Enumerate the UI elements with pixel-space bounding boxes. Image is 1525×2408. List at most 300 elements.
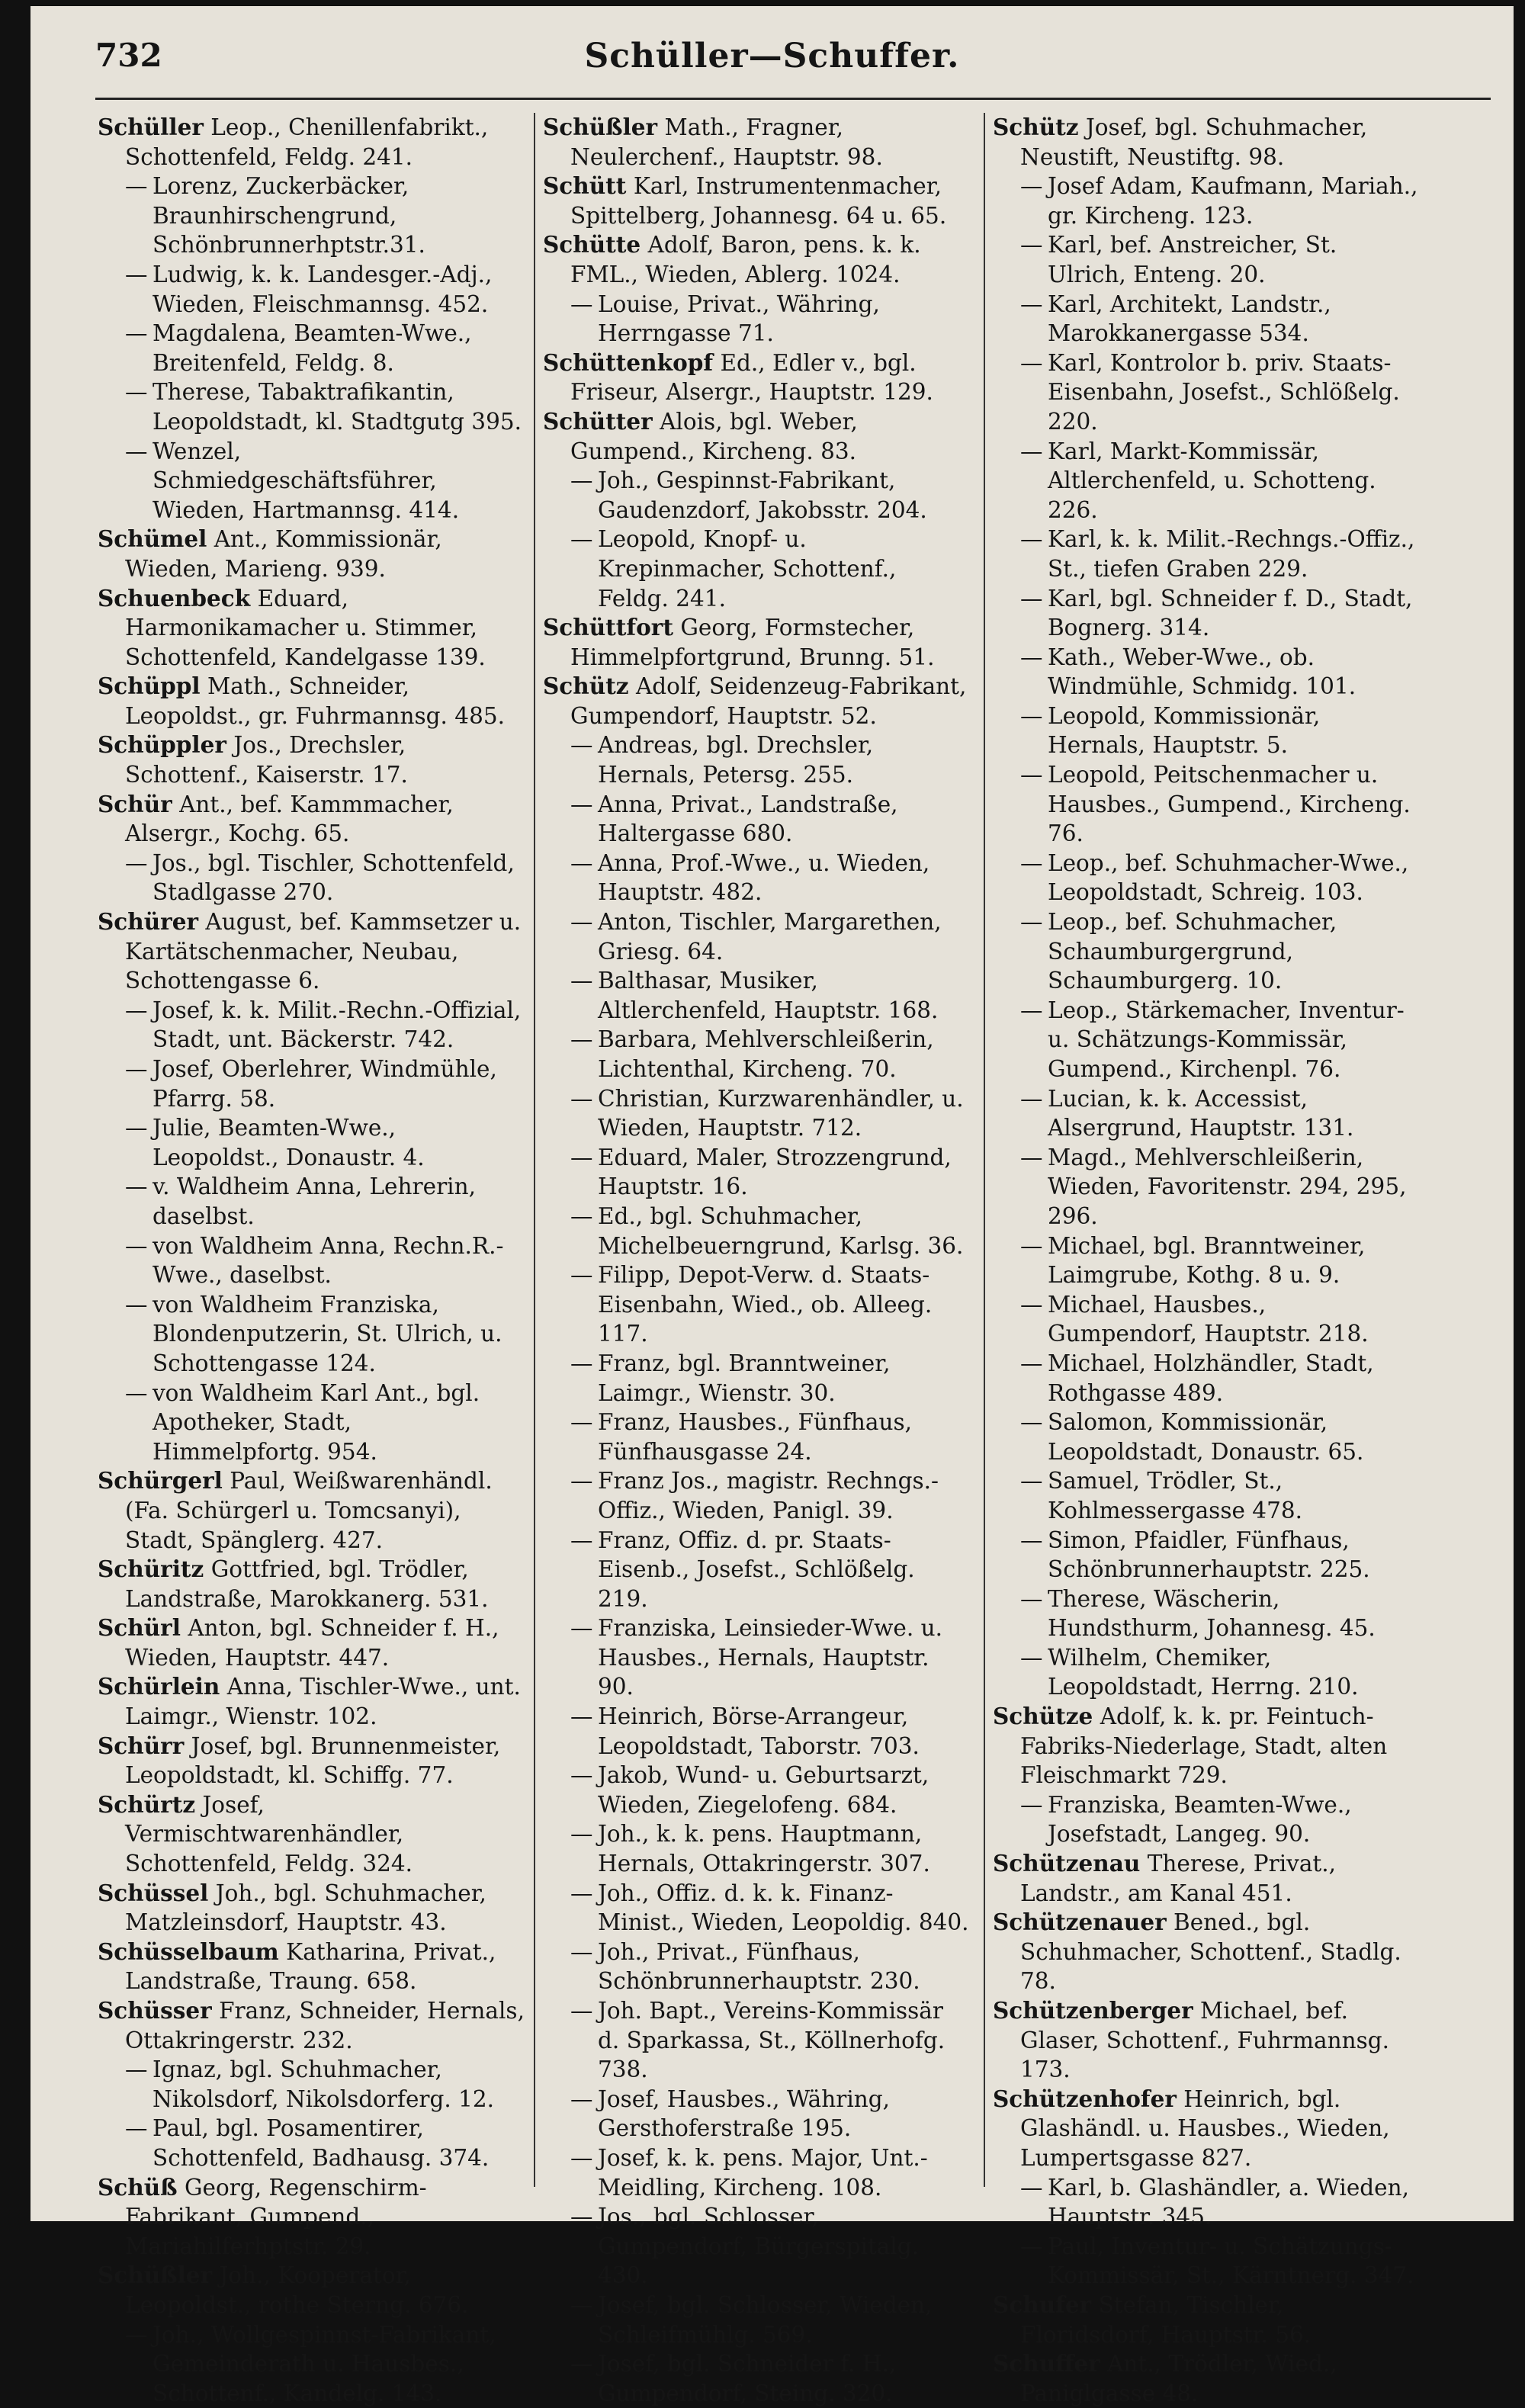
entry-surname: Schüsselbaum	[98, 1938, 279, 1965]
entry-details: Joh., Gespinnst-Fabrikant, Gaudenzdorf, Jakobsstr. 204.	[598, 467, 927, 523]
ditto-dash: —	[570, 1026, 593, 1053]
entry-details: Karl, bgl. Schneider f. D., Stadt, Bognerg. 314.	[1048, 585, 1413, 641]
directory-entry	[98, 437, 525, 525]
entry-details: Ant., Trödler, Wied., Paniglgasse 48.	[1020, 2351, 1337, 2406]
directory-entry	[98, 1113, 525, 1172]
directory-entry	[543, 2291, 970, 2349]
entry-details: Paul, Weißwarenhändl. (Fa. Schürgerl u. Tomcsanyi), Stadt, Spänglerg. 427.	[125, 1468, 493, 1553]
ditto-dash: —	[1020, 438, 1043, 464]
directory-entry	[993, 1996, 1420, 2085]
entry-details: Therese, Privat., Landstr., am Kanal 451.	[1020, 1851, 1337, 1906]
ditto-dash: —	[125, 1173, 148, 1200]
entry-surname: Schüssel	[98, 1879, 209, 1906]
directory-entry	[993, 525, 1420, 583]
entry-surname: Schütte	[543, 231, 641, 258]
ditto-dash: —	[570, 1085, 593, 1112]
directory-entry	[98, 790, 525, 849]
entry-details: Karl, Instrumentenmacher, Spittelberg, Johannesg. 64 u. 65.	[570, 173, 947, 229]
ditto-dash: —	[570, 1409, 593, 1436]
entry-details: Therese, Tabaktrafikantin, Leopoldstadt, kl. Stadtgutg 395.	[152, 379, 522, 435]
entry-surname: Schürer	[98, 908, 199, 936]
entry-details: Josef, bgl. Schuhmacher, Neustift, Neustiftg. 98.	[1020, 114, 1368, 170]
directory-entry	[993, 2085, 1420, 2173]
ditto-dash: —	[1020, 762, 1043, 788]
ditto-dash: —	[1020, 1791, 1043, 1818]
directory-entry	[543, 790, 970, 849]
entry-surname: Schuffer	[993, 2350, 1100, 2377]
directory-entry	[993, 2232, 1420, 2291]
column-2	[543, 113, 970, 2408]
directory-entry	[543, 1260, 970, 1349]
entry-surname: Schürtz	[98, 1790, 196, 1818]
entry-details: von Waldheim Franziska, Blondenputzerin, St. Ulrich, u. Schottengasse 124.	[152, 1291, 502, 1376]
directory-entry	[543, 2349, 970, 2408]
column-separator	[984, 113, 985, 2187]
ditto-dash: —	[125, 173, 148, 200]
entry-details: Adolf, Seidenzeug-Fabrikant, Gumpendorf, Hauptstr. 52.	[570, 673, 967, 729]
entry-details: Balthasar, Musiker, Altlerchenfeld, Hauptstr. 168.	[598, 968, 939, 1023]
entry-details: Jos., Drechsler, Schottenf., Kaiserstr. 17.	[125, 732, 408, 788]
ditto-dash: —	[570, 732, 593, 759]
ditto-dash: —	[1020, 1527, 1043, 1553]
directory-entry	[993, 1908, 1420, 1996]
directory-entry	[98, 2261, 525, 2320]
directory-entry	[993, 1526, 1420, 1584]
ditto-dash: —	[125, 997, 148, 1023]
entry-details: Ant., Kommissionär, Wieden, Marieng. 939.	[125, 526, 442, 582]
ditto-dash: —	[1020, 173, 1043, 200]
directory-entry	[993, 1849, 1420, 1908]
entry-details: Franz, Offiz. d. pr. Staats-Eisenb., Josefst., Schlößelg. 219.	[598, 1527, 915, 1612]
entry-surname: Schüller	[98, 114, 204, 140]
ditto-dash: —	[125, 1056, 148, 1082]
directory-entry	[98, 113, 525, 172]
entry-details: Ignaz, bgl. Schuhmacher, Nikolsdorf, Nikolsdorferg. 12.	[152, 2056, 495, 2112]
entry-details: Eduard, Maler, Strozzengrund, Hauptstr. 16.	[598, 1144, 952, 1200]
page-number: 732	[95, 37, 162, 74]
directory-entry	[993, 2291, 1420, 2349]
directory-entry	[98, 2114, 525, 2172]
directory-entry	[543, 730, 970, 789]
directory-entry	[993, 702, 1420, 760]
directory-entry	[98, 996, 525, 1055]
entry-details: Karl, bef. Anstreicher, St. Ulrich, Enteng. 20.	[1048, 232, 1337, 287]
entry-details: Ant., bef. Kammmacher, Alsergr., Kochg. 65.	[125, 791, 454, 847]
directory-entry	[98, 730, 525, 789]
directory-entry	[543, 1761, 970, 1819]
directory-entry	[98, 907, 525, 996]
directory-entry	[543, 2143, 970, 2202]
entry-surname: Schützenau	[993, 1850, 1141, 1877]
directory-entry	[98, 849, 525, 907]
directory-entry	[993, 584, 1420, 643]
directory-entry	[98, 2055, 525, 2114]
ditto-dash: —	[125, 1291, 148, 1318]
ditto-dash: —	[570, 1468, 593, 1495]
directory-entry	[993, 1290, 1420, 1349]
entry-details: Joh., k. k. pens. Hauptmann, Hernals, Ottakringerstr. 307.	[598, 1821, 930, 1877]
entry-details: Kath., Weber-Wwe., ob. Windmühle, Schmidg. 101.	[1048, 644, 1356, 700]
directory-entry	[98, 1790, 525, 1879]
directory-entry	[98, 1231, 525, 1290]
ditto-dash: —	[1020, 585, 1043, 612]
directory-entry	[993, 2349, 1420, 2408]
entry-details: Leop., Chenillenfabrikt., Schottenfeld, Feldg. 241.	[125, 114, 489, 170]
directory-entry	[543, 466, 970, 525]
entry-surname: Schüppl	[98, 673, 201, 700]
directory-entry	[993, 996, 1420, 1084]
ditto-dash: —	[125, 1115, 148, 1141]
entry-details: Filipp, Depot-Verw. d. Staats-Eisenbahn, Wied., ob. Alleeg. 117.	[598, 1262, 933, 1347]
entry-details: Georg, Formstecher, Himmelpfortgrund, Brunng. 51.	[570, 615, 935, 670]
directory-entry	[543, 113, 970, 172]
entry-details: Leop., bef. Schuhmacher-Wwe., Leopoldstadt, Schreig. 103.	[1048, 849, 1409, 906]
directory-entry	[993, 290, 1420, 348]
ditto-dash: —	[570, 2204, 593, 2230]
ditto-dash: —	[570, 526, 593, 553]
directory-entry	[993, 1466, 1420, 1525]
directory-entry	[98, 1732, 525, 1790]
ditto-dash: —	[570, 1144, 593, 1170]
entry-details: Anna, Tischler-Wwe., unt. Laimgr., Wienstr. 102.	[125, 1674, 521, 1730]
entry-details: Wenzel, Schmiedgeschäftsführer, Wieden, Hartmannsg. 414.	[152, 438, 460, 523]
ditto-dash: —	[570, 1703, 593, 1730]
entry-details: Paul, bgl. Posamentirer, Schottenfeld, Badhausg. 374.	[152, 2115, 490, 2171]
entry-details: Magdalena, Beamten-Wwe., Breitenfeld, Feldg. 8.	[152, 320, 472, 376]
ditto-dash: —	[1020, 232, 1043, 258]
directory-entry	[993, 1231, 1420, 1290]
directory-entry	[993, 230, 1420, 289]
entry-details: Josef, Vermischtwarenhändler, Schottenfeld, Feldg. 324.	[125, 1791, 413, 1877]
entry-details: Anton, bgl. Schneider f. H., Wieden, Hauptstr. 447.	[125, 1615, 499, 1671]
directory-entry	[98, 1879, 525, 1938]
entry-details: Ludwig, k. k. Landesger.-Adj., Wieden, Fleischmannsg. 452.	[152, 261, 493, 317]
directory-entry	[543, 1702, 970, 1761]
entry-details: Lucian, k. k. Accessist, Alsergrund, Hauptstr. 131.	[1048, 1085, 1354, 1141]
entry-details: Karl, b. Glashändler, a. Wieden, Hauptstr. 345.	[1048, 2174, 1410, 2230]
entry-details: Josef, bgl. Schlosser, Wieden, Schleifmühlg. 569.	[598, 2291, 933, 2348]
directory-entry	[993, 1584, 1420, 1643]
ditto-dash: —	[1020, 1232, 1043, 1259]
entry-details: v. Waldheim Anna, Lehrerin, daselbst.	[152, 1173, 476, 1229]
entry-details: Joh., Offiz. d. k. k. Finanz-Minist., Wieden, Leopoldig. 840.	[598, 1880, 969, 1936]
directory-entry	[993, 1702, 1420, 1790]
directory-entry	[993, 437, 1420, 525]
ditto-dash: —	[1020, 909, 1043, 936]
entry-surname: Schützenauer	[993, 1909, 1167, 1936]
directory-entry	[98, 1672, 525, 1731]
directory-entry	[98, 1172, 525, 1231]
directory-entry	[543, 1613, 970, 1702]
entry-details: Josef Adam, Kaufmann, Mariah., gr. Kircheng. 123.	[1048, 173, 1418, 229]
ditto-dash: —	[1020, 349, 1043, 376]
directory-entry	[98, 1938, 525, 1996]
entry-details: Joh., Wollgespinnst-Fabrikant, Gemeinderath u. Hausbes., Schottenf., Kandelg. 143.	[152, 2321, 496, 2406]
directory-entry	[993, 172, 1420, 230]
ditto-dash: —	[1020, 702, 1043, 729]
entry-details: Leopold, Peitschenmacher u. Hausbes., Gumpend., Kircheng. 76.	[1048, 762, 1411, 847]
entry-details: Samuel, Trödler, St., Kohlmessergasse 478.	[1048, 1468, 1302, 1523]
ditto-dash: —	[570, 1350, 593, 1376]
directory-entry	[543, 1526, 970, 1614]
entry-details: Jos., bgl. Schlosser, Gumpendorf, Bürgerspitalg. 430.	[598, 2204, 920, 2289]
directory-entry	[543, 1466, 970, 1525]
directory-page	[30, 6, 1514, 2406]
entry-details: von Waldheim Karl Ant., bgl. Apotheker, Stadt, Himmelpfortg. 954.	[152, 1379, 480, 1465]
entry-surname: Schüß	[98, 2173, 178, 2201]
directory-entry	[98, 1613, 525, 1672]
ditto-dash: —	[1020, 1144, 1043, 1170]
entry-surname: Schufer	[993, 2291, 1092, 2318]
directory-entry	[98, 1555, 525, 1613]
entry-details: Leopold, Knopf- u. Krepinmacher, Schottenf., Feldg. 241.	[598, 526, 897, 612]
entry-surname: Schütz	[543, 673, 629, 700]
directory-entry	[993, 348, 1420, 437]
entry-details: Paul, Inventur- u. Schätzungs-Kommissär, St., Kärntnerg. 347.	[1048, 2233, 1414, 2289]
ditto-dash: —	[1020, 644, 1043, 670]
ditto-dash: —	[1020, 291, 1043, 317]
directory-entry	[543, 1202, 970, 1260]
ditto-dash: —	[1020, 1350, 1043, 1376]
entry-details: Adolf, Baron, pens. k. k. FML., Wieden, Ablerg. 1024.	[570, 232, 921, 287]
directory-entry	[98, 260, 525, 319]
entry-surname: Schüttfort	[543, 614, 673, 641]
directory-entry	[993, 1084, 1420, 1143]
entry-details: Josef, bgl. Brunnenmeister, Leopoldstadt, kl. Schiffg. 77.	[125, 1732, 501, 1789]
entry-details: Georg, Regenschirm-Fabrikant, Gumpend., Mariahilferhptstr. 29.	[125, 2174, 427, 2259]
directory-entry	[98, 377, 525, 436]
ditto-dash: —	[125, 2321, 148, 2348]
entry-details: Simon, Pfaidler, Fünfhaus, Schönbrunnerhauptstr. 225.	[1048, 1527, 1370, 1583]
ditto-dash: —	[125, 261, 148, 287]
entry-details: Leop., Stärkemacher, Inventur- u. Schätzungs-Kommissär, Gumpend., Kirchenpl. 76.	[1048, 997, 1405, 1082]
directory-entry	[543, 966, 970, 1025]
entry-details: Michael, Holzhändler, Stadt, Rothgasse 489.	[1048, 1350, 1374, 1406]
entry-surname: Schütter	[543, 407, 653, 435]
entry-details: Math., Schneider, Leopoldst., gr. Fuhrmannsg. 485.	[125, 673, 505, 729]
entry-details: August, bef. Kammsetzer u. Kartätschenmacher, Neubau, Schottengasse 6.	[125, 909, 522, 994]
entry-surname: Schüritz	[98, 1556, 204, 1583]
ditto-dash: —	[125, 2115, 148, 2142]
entry-details: Karl, Kontrolor b. priv. Staats-Eisenbahn, Josefst., Schlößelg. 220.	[1048, 349, 1400, 435]
entry-details: Karl, k. k. Milit.-Rechngs.-Offiz., St., tiefen Graben 229.	[1048, 526, 1415, 582]
entry-details: Jos., bgl. Tischler, Schottenfeld, Stadlgasse 270.	[152, 849, 515, 906]
directory-entry	[993, 760, 1420, 849]
column-3	[993, 113, 1420, 2408]
directory-entry	[543, 348, 970, 407]
directory-entry	[98, 1996, 525, 2055]
directory-entry	[98, 1379, 525, 1467]
entry-details: Gottfried, bgl. Trödler, Landstraße, Marokkanerg. 531.	[125, 1556, 489, 1612]
entry-details: Michael, Hausbes., Gumpendorf, Hauptstr. 218.	[1048, 1291, 1369, 1347]
entry-details: Ed., bgl. Schuhmacher, Michelbeuerngrund, Karlsg. 36.	[598, 1202, 964, 1259]
directory-entry	[993, 1790, 1420, 1849]
entry-surname: Schützenhofer	[993, 2085, 1177, 2112]
entry-details: Joh., bgl. Schuhmacher, Matzleinsdorf, Hauptstr. 43.	[125, 1880, 486, 1936]
directory-entry	[543, 849, 970, 907]
ditto-dash: —	[125, 2056, 148, 2083]
ditto-dash: —	[570, 467, 593, 494]
entry-details: Ed., Edler v., bgl. Friseur, Alsergr., Hauptstr. 129.	[570, 349, 933, 406]
ditto-dash: —	[570, 968, 593, 994]
entry-details: Joh., Kooperator, Leopoldst., rothe Sterng. 676.	[125, 2262, 469, 2318]
entry-details: Julie, Beamten-Wwe., Leopoldst., Donaustr. 4.	[152, 1115, 425, 1170]
entry-details: Leopold, Kommissionär, Hernals, Hauptstr. 5.	[1048, 702, 1321, 759]
entry-details: Josef, Oberlehrer, Windmühle, Pfarrg. 58.	[152, 1056, 497, 1112]
entry-details: von Waldheim Anna, Rechn.R.-Wwe., daselbst.	[152, 1232, 504, 1289]
ditto-dash: —	[125, 379, 148, 406]
ditto-dash: —	[570, 849, 593, 876]
entry-surname: Schüßler	[98, 2262, 213, 2289]
directory-entry	[543, 2202, 970, 2291]
entry-details: Alois, bgl. Weber, Gumpend., Kircheng. 83.	[570, 408, 858, 464]
ditto-dash: —	[1020, 849, 1043, 876]
directory-entry	[98, 319, 525, 377]
ditto-dash: —	[125, 1232, 148, 1259]
entry-surname: Schütz	[993, 114, 1079, 140]
entry-surname: Schütt	[543, 172, 627, 200]
entry-details: Jakob, Wund- u. Geburtsarzt, Wieden, Ziegelofeng. 684.	[598, 1762, 929, 1818]
entry-details: Adolf, k. k. pr. Feintuch-Fabriks-Niederlage, Stadt, alten Fleischmarkt 729.	[1020, 1703, 1388, 1789]
entry-details: Anton, Tischler, Margarethen, Griesg. 64.	[598, 909, 942, 965]
ditto-dash: —	[125, 438, 148, 464]
entry-surname: Schüßler	[543, 114, 658, 140]
page-header	[30, 6, 1514, 105]
ditto-dash: —	[1020, 1409, 1043, 1436]
ditto-dash: —	[1020, 1291, 1043, 1318]
directory-entry	[98, 1290, 525, 1379]
entry-surname: Schüsser	[98, 1997, 212, 2024]
directory-entry	[543, 290, 970, 348]
directory-entry	[543, 407, 970, 466]
entry-details: Barbara, Mehlverschleißerin, Lichtenthal, Kircheng. 70.	[598, 1026, 934, 1082]
ditto-dash: —	[570, 1527, 593, 1553]
ditto-dash: —	[570, 2351, 593, 2377]
ditto-dash: —	[1020, 2174, 1043, 2201]
entry-details: Heinrich, Börse-Arrangeur, Leopoldstadt, Taborstr. 703.	[598, 1703, 920, 1759]
directory-entry	[993, 113, 1420, 172]
entry-details: Joh., Privat., Fünfhaus, Schönbrunnerhauptstr. 230.	[598, 1938, 920, 1995]
entry-details: Josef, Hausbes., Währing, Gersthoferstraße 195.	[598, 2085, 891, 2142]
directory-entry	[98, 672, 525, 730]
entry-details: Franziska, Beamten-Wwe., Josefstadt, Langeg. 90.	[1048, 1791, 1352, 1848]
directory-entry	[543, 1349, 970, 1408]
ditto-dash: —	[570, 1202, 593, 1229]
ditto-dash: —	[570, 2085, 593, 2112]
directory-entry	[98, 2173, 525, 2262]
ditto-dash: —	[570, 1998, 593, 2024]
ditto-dash: —	[570, 291, 593, 317]
entry-details: Franz Jos., magistr. Rechngs.-Offiz., Wieden, Panigl. 39.	[598, 1468, 939, 1523]
directory-entry	[993, 1349, 1420, 1408]
entry-details: Anna, Prof.-Wwe., u. Wieden, Hauptstr. 482.	[598, 849, 930, 906]
directory-entry	[543, 1408, 970, 1466]
directory-entry	[543, 1879, 970, 1938]
directory-entry	[98, 172, 525, 260]
directory-entry	[543, 230, 970, 289]
directory-entry	[993, 1143, 1420, 1231]
ditto-dash: —	[1020, 526, 1043, 553]
entry-surname: Schützenberger	[993, 1997, 1193, 2024]
entry-details: Anna, Privat., Landstraße, Haltergasse 680.	[598, 791, 898, 847]
ditto-dash: —	[570, 2291, 593, 2318]
entry-details: Franz, Schneider, Hernals, Ottakringerstr. 232.	[125, 1998, 525, 2053]
ditto-dash: —	[1020, 1468, 1043, 1495]
directory-entry	[543, 2085, 970, 2143]
ditto-dash: —	[570, 1615, 593, 1642]
entry-details: Heinrich, bgl. Glashändl. u. Hausbes., Wieden, Lumpertsgasse 827.	[1020, 2085, 1390, 2171]
entry-surname: Schürl	[98, 1614, 181, 1642]
ditto-dash: —	[570, 1262, 593, 1289]
entry-details: Franz, bgl. Branntweiner, Laimgr., Wienstr. 30.	[598, 1350, 891, 1406]
entry-details: Louise, Privat., Währing, Herrngasse 71.	[598, 291, 880, 347]
entry-surname: Schür	[98, 790, 172, 817]
entry-details: Math., Fragner, Neulerchenf., Hauptstr. 98.	[570, 114, 883, 170]
ditto-dash: —	[570, 1762, 593, 1789]
entry-surname: Schüppler	[98, 731, 226, 759]
entry-details: Joh. Bapt., Vereins-Kommissär d. Sparkassa, St., Köllnerhofg. 738.	[598, 1998, 946, 2083]
entry-surname: Schütze	[993, 1703, 1093, 1730]
directory-entry	[993, 1408, 1420, 1466]
column-1	[98, 113, 525, 2408]
directory-entry	[543, 907, 970, 966]
entry-details: Franziska, Leinsieder-Wwe. u. Hausbes., Hernals, Hauptstr. 90.	[598, 1615, 942, 1700]
directory-entry	[98, 2320, 525, 2408]
ditto-dash: —	[1020, 2233, 1043, 2259]
directory-entry	[543, 525, 970, 613]
ditto-dash: —	[570, 909, 593, 936]
entry-details: Stefan, Tischler, Floridsdorf, Hauptstr. 56.	[1020, 2291, 1312, 2348]
directory-entry	[543, 172, 970, 230]
ditto-dash: —	[1020, 1644, 1043, 1671]
entry-details: Josef, k. k. Milit.-Rechn.-Offizial, Stadt, unt. Bäckerstr. 742.	[152, 997, 522, 1053]
directory-entry	[543, 1143, 970, 1202]
entry-surname: Schümel	[98, 525, 207, 553]
entry-surname: Schuenbeck	[98, 584, 251, 612]
directory-entry	[993, 643, 1420, 702]
ditto-dash: —	[125, 849, 148, 876]
entry-surname: Schüttenkopf	[543, 348, 714, 376]
ditto-dash: —	[1020, 997, 1043, 1023]
entry-details: Katharina, Privat., Landstraße, Traung. 658.	[125, 1938, 496, 1995]
ditto-dash: —	[1020, 1085, 1043, 1112]
directory-entry	[993, 849, 1420, 907]
entry-details: Lorenz, Zuckerbäcker, Braunhirschengrund, Schönbrunnerhptstr.31.	[152, 173, 425, 258]
entry-surname: Schürgerl	[98, 1467, 223, 1495]
entry-details: Salomon, Kommissionär, Leopoldstadt, Donaustr. 65.	[1048, 1409, 1364, 1465]
directory-entry	[993, 1643, 1420, 1702]
entry-details: Christian, Kurzwarenhändler, u. Wieden, Hauptstr. 712.	[598, 1085, 964, 1141]
ditto-dash: —	[570, 1880, 593, 1906]
ditto-dash: —	[570, 1821, 593, 1848]
directory-entry	[543, 1084, 970, 1143]
entry-details: Karl, Markt-Kommissär, Altlerchenfeld, u. Schotteng. 226.	[1048, 438, 1376, 523]
directory-entry	[98, 1466, 525, 1555]
entry-details: Bened., bgl. Schuhmacher, Schottenf., Stadlg. 78.	[1020, 1909, 1401, 1995]
ditto-dash: —	[570, 1938, 593, 1965]
ditto-dash: —	[1020, 1585, 1043, 1612]
entry-details: Franz, Hausbes., Fünfhaus, Fünfhausgasse 24.	[598, 1409, 913, 1465]
entry-surname: Schürr	[98, 1732, 185, 1759]
ditto-dash: —	[125, 320, 148, 347]
entry-details: Wilhelm, Chemiker, Leopoldstadt, Herrng. 210.	[1048, 1644, 1359, 1700]
entry-details: Eduard, Harmonikamacher u. Stimmer, Schottenfeld, Kandelgasse 139.	[125, 585, 486, 670]
entry-details: Josef, k. k. pens. Major, Unt.-Meidling, Kircheng. 108.	[598, 2144, 928, 2201]
entry-details: Karl, Architekt, Landstr., Marokkanergasse 534.	[1048, 291, 1331, 347]
entry-details: Michael, bef. Glaser, Schottenf., Fuhrmannsg. 173.	[1020, 1998, 1389, 2083]
directory-entry	[98, 525, 525, 583]
entry-details: Andreas, bgl. Drechsler, Hernals, Petersg. 255.	[598, 732, 874, 788]
